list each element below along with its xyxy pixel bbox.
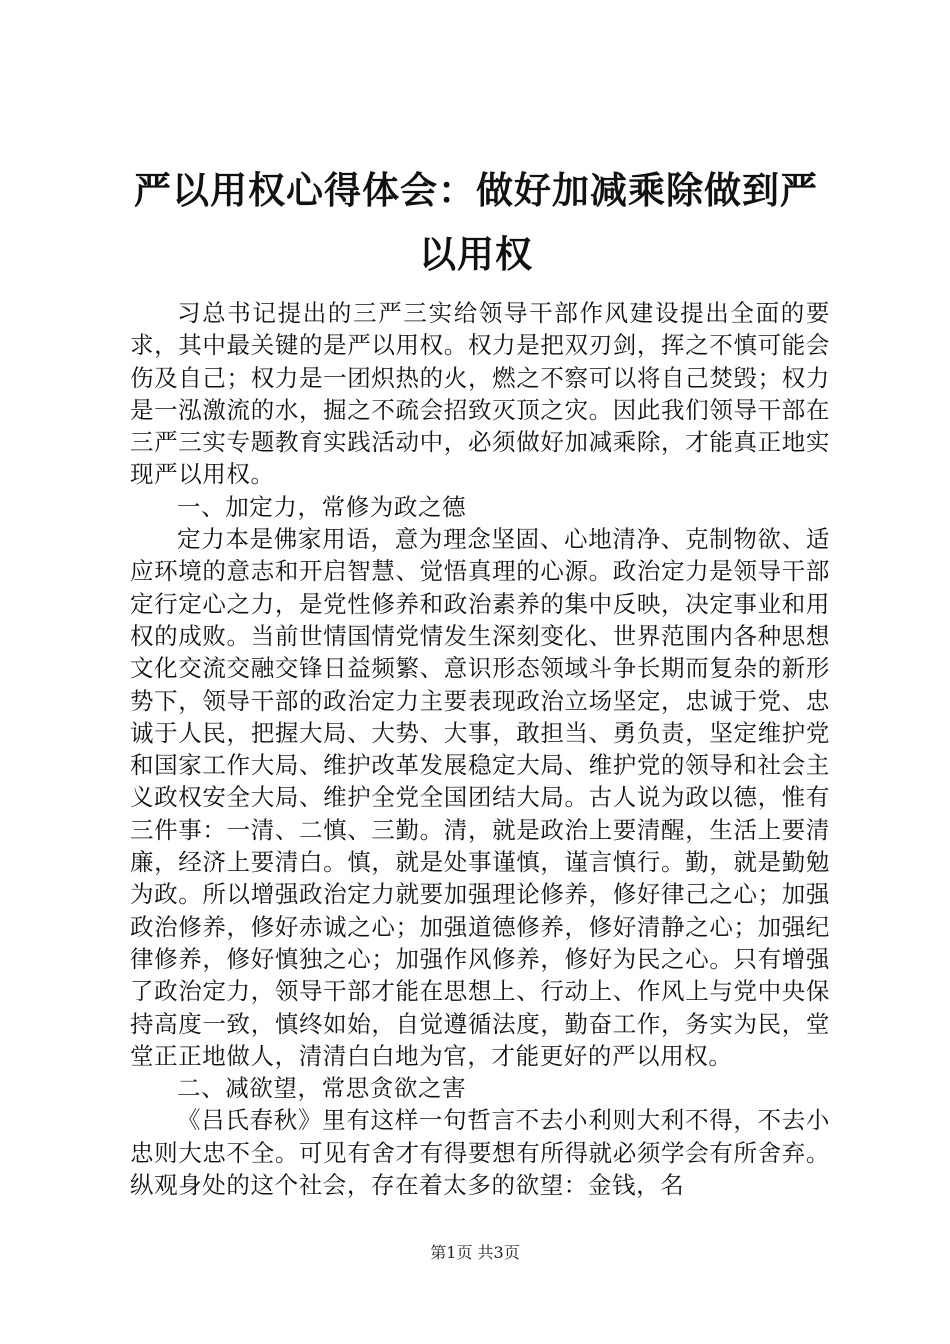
section-heading-2: 二、减欲望，常思贪欲之害	[177, 1074, 467, 1103]
paragraph-section-1: 定力本是佛家用语，意为理念坚固、心地清净、克制物欲、适应环境的意志和开启智慧、觉悟真理的心源。政治定力是领导干部定行定心之力，是党性修养和政治素养的集中反映，决定事业和用权的成败。当前世情国情党情发生深刻变化、世界范围内各种思想文化交流交融交锋日益频繁、意识形态领域斗争长期而复杂的新形势下，领导干部的政治定力主要表现政治立场坚定，忠诚于党、忠诚于人民，把握大局、大势、大事，敢担当、勇负责，坚定维护党和国家工作大局、维护改革发展稳定大局、维护党的领导和社会主义政权安全大局、维护全党全国团结大局。古人说为政以德，惟有三件事：一清、二慎、三勤。清，就是政治上要清醒，生活上要清廉，经济上要清白。慎，就是处事谨慎，谨言慎行。勤，就是勤勉为政。所以增强政治定力就要加强理论修养，修好律己之心；加强政治修养，修好赤诚之心；加强道德修养，修好清静之心；加强纪律修养，修好慎独之心；加强作风修养，修好为民之心。只有增强了政治定力，领导干部才能在思想上、行动上、作风上与党中央保持高度一致，慎终如始，自觉遵循法度，勤奋工作，务实为民，堂堂正正地做人，清清白白地为官，才能更好的严以用权。	[130, 525, 830, 1070]
page-footer: 第1页 共3页	[430, 1243, 520, 1262]
section-heading-1: 一、加定力，常修为政之德	[177, 492, 467, 521]
document-title: 严以用权心得体会：做好加减乘除做到严以用权	[134, 168, 818, 276]
paragraph-intro: 习总书记提出的三严三实给领导干部作风建设提出全面的要求，其中最关键的是严以用权。权力是把双刃剑，挥之不慎可能会伤及自己；权力是一团炽热的火，燃之不察可以将自己焚毁；权力是一泓激流的水，掘之不疏会招致灭顶之灾。因此我们领导干部在三严三实专题教育实践活动中，必须做好加减乘除，才能真正地实现严以用权。	[130, 299, 830, 489]
paragraph-section-2: 《吕氏春秋》里有这样一句哲言不去小利则大利不得，不去小忠则大忠不全。可见有舍才有得要想有所得就必须学会有所舍弃。纵观身处的这个社会，存在着太多的欲望：金钱，名	[130, 1106, 830, 1200]
document-body	[130, 297, 830, 1201]
